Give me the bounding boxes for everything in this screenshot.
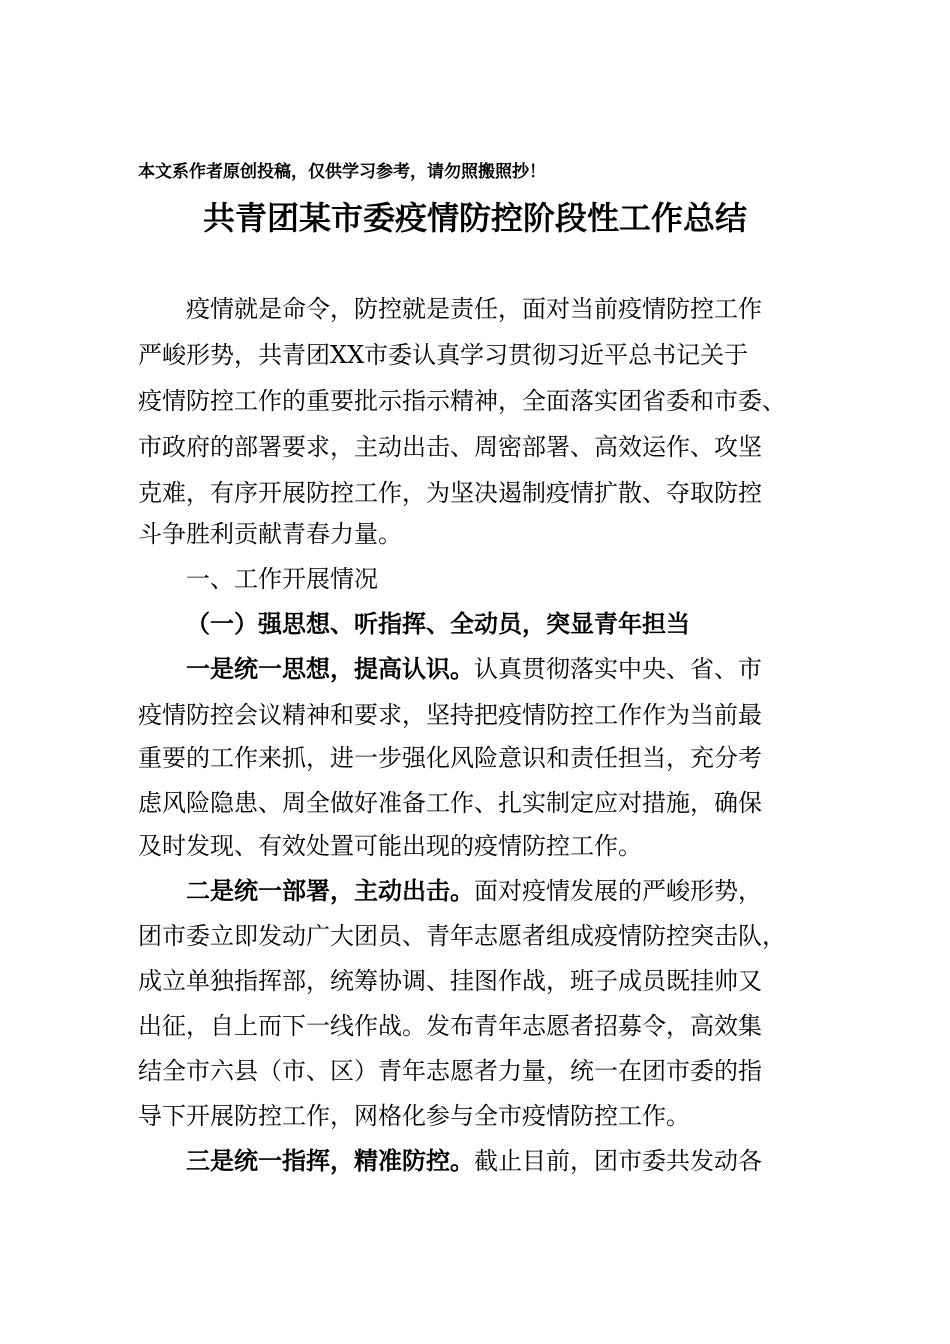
line-text: 截止目前，团市委共发动各 xyxy=(474,1147,762,1175)
lead-phrase: 二是统一部署，主动出击。 xyxy=(186,876,474,905)
intro-line: 市政府的部署要求，主动出击、周密部署、高效运作、攻坚 xyxy=(138,433,762,461)
paragraph-line xyxy=(186,652,762,686)
intro-line: 克难，有序开展防控工作，为坚决遏制疫情扩散、夺取防控 xyxy=(138,479,762,507)
paragraph-line: 疫情防控会议精神和要求，坚持把疫情防控工作作为当前最 xyxy=(138,701,762,729)
document-title: 共青团某市委疫情防控阶段性工作总结 xyxy=(202,199,747,237)
paragraph-line: 出征，自上而下一线作战。发布青年志愿者招募令，高效集 xyxy=(138,1012,762,1040)
lead-phrase: 三是统一指挥，精准防控。 xyxy=(186,1146,474,1175)
paragraph-line: 虑风险隐患、周全做好准备工作、扎实制定应对措施，确保 xyxy=(138,789,762,817)
subsection-heading: （一）强思想、听指挥、全动员，突显青年担当 xyxy=(186,609,690,638)
section-heading: 一、工作开展情况 xyxy=(186,565,378,593)
line-text: 认真贯彻落实中央、省、市 xyxy=(474,655,762,683)
paragraph-line: 结全市六县（市、区）青年志愿者力量，统一在团市委的指 xyxy=(138,1057,762,1085)
intro-line: 疫情就是命令，防控就是责任，面对当前疫情防控工作 xyxy=(186,295,762,323)
intro-line: 疫情防控工作的重要批示指示精神，全面落实团省委和市委、 xyxy=(138,387,786,415)
paragraph-line: 导下开展防控工作，网格化参与全市疫情防控工作。 xyxy=(138,1102,690,1130)
copyright-notice: 本文系作者原创投稿，仅供学习参考，请勿照搬照抄！ xyxy=(138,162,546,182)
paragraph-line xyxy=(186,874,762,908)
paragraph-line: 成立单独指挥部，统筹协调、挂图作战，班子成员既挂帅又 xyxy=(138,967,762,995)
line-text: 面对疫情发展的严峻形势， xyxy=(474,877,762,905)
paragraph-line xyxy=(186,1144,762,1178)
paragraph-line: 及时发现、有效处置可能出现的疫情防控工作。 xyxy=(138,832,642,860)
paragraph-line: 团市委立即发动广大团员、青年志愿者组成疫情防控突击队， xyxy=(138,922,786,950)
intro-line: 严峻形势，共青团XX市委认真学习贯彻习近平总书记关于 xyxy=(138,341,749,369)
paragraph-line: 重要的工作来抓，进一步强化风险意识和责任担当，充分考 xyxy=(138,744,762,772)
lead-phrase: 一是统一思想，提高认识。 xyxy=(186,654,474,683)
intro-line: 斗争胜利贡献青春力量。 xyxy=(138,520,402,548)
